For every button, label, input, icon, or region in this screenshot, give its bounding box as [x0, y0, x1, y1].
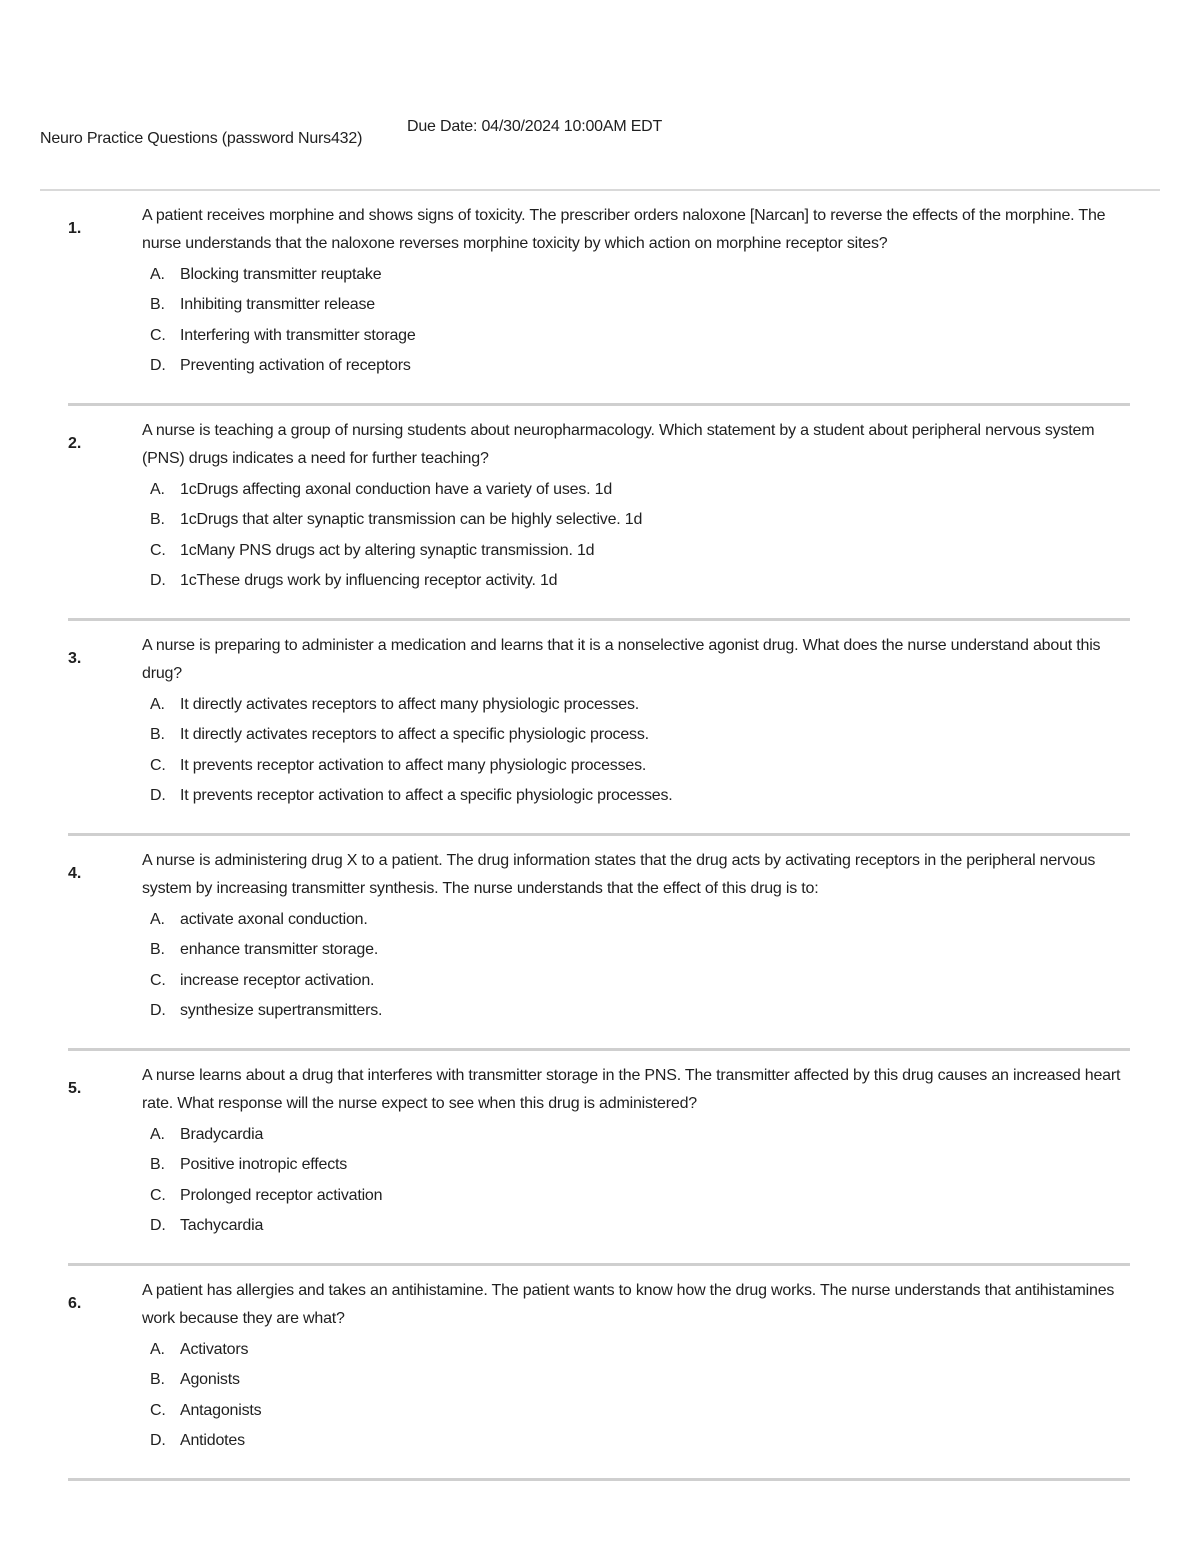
choice-text: Antidotes [180, 1432, 245, 1450]
choice-text: 1cDrugs that alter synaptic transmission can be highly selective. 1d [180, 511, 643, 529]
answer-choice[interactable] [150, 724, 673, 754]
answer-choices [150, 1339, 261, 1461]
page-title: Neuro Practice Questions (password Nurs432) [40, 130, 363, 147]
question-text: A nurse is preparing to administer a medication and learns that it is a nonselective agonist drug. What does the nurse understand about this drug? [142, 637, 1101, 682]
question-text: A nurse learns about a drug that interferes with transmitter storage in the PNS. The transmitter affected by this drug causes an increased heart rate. What response will the nurse expect to see when this drug is administered? [142, 1067, 1121, 1112]
choice-letter: B. [150, 296, 165, 314]
answer-choices [150, 694, 673, 816]
question-item [68, 621, 1130, 836]
answer-choice[interactable] [150, 1185, 382, 1215]
choice-text: It prevents receptor activation to affect a specific physiologic processes. [180, 787, 673, 805]
choice-letter: C. [150, 1186, 166, 1204]
question-list [68, 191, 1130, 1481]
choice-letter: A. [150, 1126, 165, 1143]
choice-letter: A. [150, 911, 165, 928]
question-number: 2. [68, 435, 82, 452]
answer-choice[interactable] [150, 509, 642, 539]
choice-letter: B. [150, 726, 165, 744]
choice-letter: C. [150, 971, 166, 989]
answer-choice[interactable] [150, 1215, 382, 1245]
choice-letter: C. [150, 1401, 166, 1419]
choice-text: Agonists [180, 1371, 240, 1389]
choice-letter: D. [150, 1217, 166, 1235]
choice-text: Blocking transmitter reuptake [180, 266, 382, 283]
answer-choice[interactable] [150, 694, 673, 724]
answer-choice[interactable] [150, 1400, 261, 1430]
question-text: A patient has allergies and takes an antihistamine. The patient wants to know how the drug works. The nurse understands that antihistamines work because they are what? [142, 1282, 1115, 1327]
answer-choice[interactable] [150, 755, 673, 785]
choice-text: Tachycardia [180, 1217, 264, 1235]
choice-text: Activators [180, 1341, 249, 1358]
question-number: 5. [68, 1080, 82, 1097]
choice-text: Antagonists [180, 1401, 262, 1419]
answer-choices [150, 909, 382, 1031]
choice-letter: D. [150, 787, 166, 805]
choice-letter: B. [150, 941, 165, 959]
choice-letter: A. [150, 1341, 165, 1358]
choice-text: Bradycardia [180, 1126, 264, 1143]
choice-text: Inhibiting transmitter release [180, 296, 375, 314]
answer-choice[interactable] [150, 1339, 261, 1369]
answer-choice[interactable] [150, 1124, 382, 1154]
answer-choices [150, 264, 416, 386]
question-text: A nurse is administering drug X to a patient. The drug information states that the drug acts by activating receptors in the peripheral nervous system by increasing transmitter synthesis. The nurse understands that the effect of this drug is to: [142, 852, 1096, 897]
choice-text: Prolonged receptor activation [180, 1186, 383, 1204]
question-text: A nurse is teaching a group of nursing students about neuropharmacology. Which statement by a student about peripheral nervous system (PNS) drugs indicates a need for further teaching? [142, 422, 1095, 467]
choice-letter: B. [150, 511, 165, 529]
question-item [68, 836, 1130, 1051]
choice-text: increase receptor activation. [180, 971, 375, 989]
choice-text: Interfering with transmitter storage [180, 326, 416, 344]
answer-choice[interactable] [150, 540, 642, 570]
question-text: A patient receives morphine and shows signs of toxicity. The prescriber orders naloxone [Narcan] to reverse the effects of the morphine. The nurse understands that the naloxone reverses morphine toxicity by which action on morphine receptor sites? [142, 207, 1106, 252]
answer-choice[interactable] [150, 325, 416, 355]
choice-text: enhance transmitter storage. [180, 941, 379, 959]
answer-choices [150, 1124, 382, 1246]
answer-choice[interactable] [150, 785, 673, 815]
choice-letter: A. [150, 266, 165, 283]
choice-text: 1cThese drugs work by influencing receptor activity. 1d [180, 572, 558, 590]
choice-text: Positive inotropic effects [180, 1156, 348, 1174]
choice-letter: A. [150, 696, 165, 713]
question-item [68, 1051, 1130, 1266]
answer-choice[interactable] [150, 1369, 261, 1399]
choice-letter: B. [150, 1156, 165, 1174]
choice-letter: D. [150, 1432, 166, 1450]
choice-text: It directly activates receptors to affect many physiologic processes. [180, 696, 640, 713]
answer-choice[interactable] [150, 479, 642, 509]
choice-text: It directly activates receptors to affect a specific physiologic process. [180, 726, 649, 744]
question-number: 3. [68, 650, 82, 667]
choice-letter: D. [150, 357, 166, 375]
choice-letter: A. [150, 481, 165, 498]
choice-letter: B. [150, 1371, 165, 1389]
choice-text: 1cMany PNS drugs act by altering synaptic transmission. 1d [180, 541, 595, 559]
answer-choice[interactable] [150, 294, 416, 324]
choice-text: It prevents receptor activation to affect many physiologic processes. [180, 756, 647, 774]
question-item [68, 191, 1130, 406]
answer-choice[interactable] [150, 1430, 261, 1460]
answer-choice[interactable] [150, 570, 642, 600]
answer-choice[interactable] [150, 970, 382, 1000]
choice-letter: D. [150, 1002, 166, 1020]
answer-choice[interactable] [150, 1000, 382, 1030]
answer-choice[interactable] [150, 909, 382, 939]
choice-letter: D. [150, 572, 166, 590]
page-header [40, 118, 1160, 154]
answer-choices [150, 479, 642, 601]
choice-letter: C. [150, 541, 166, 559]
question-number: 4. [68, 865, 82, 882]
choice-text: 1cDrugs affecting axonal conduction have a variety of uses. 1d [180, 481, 613, 498]
choice-letter: C. [150, 326, 166, 344]
choice-text: synthesize supertransmitters. [180, 1002, 383, 1020]
choice-text: activate axonal conduction. [180, 911, 368, 928]
answer-choice[interactable] [150, 355, 416, 385]
answer-choice[interactable] [150, 264, 416, 294]
answer-choice[interactable] [150, 1154, 382, 1184]
question-item [68, 406, 1130, 621]
choice-text: Preventing activation of receptors [180, 357, 411, 375]
question-item [68, 1266, 1130, 1481]
answer-choice[interactable] [150, 939, 382, 969]
due-date: Due Date: 04/30/2024 10:00AM EDT [407, 118, 663, 135]
question-number: 6. [68, 1295, 82, 1312]
question-number: 1. [68, 220, 82, 237]
choice-letter: C. [150, 756, 166, 774]
